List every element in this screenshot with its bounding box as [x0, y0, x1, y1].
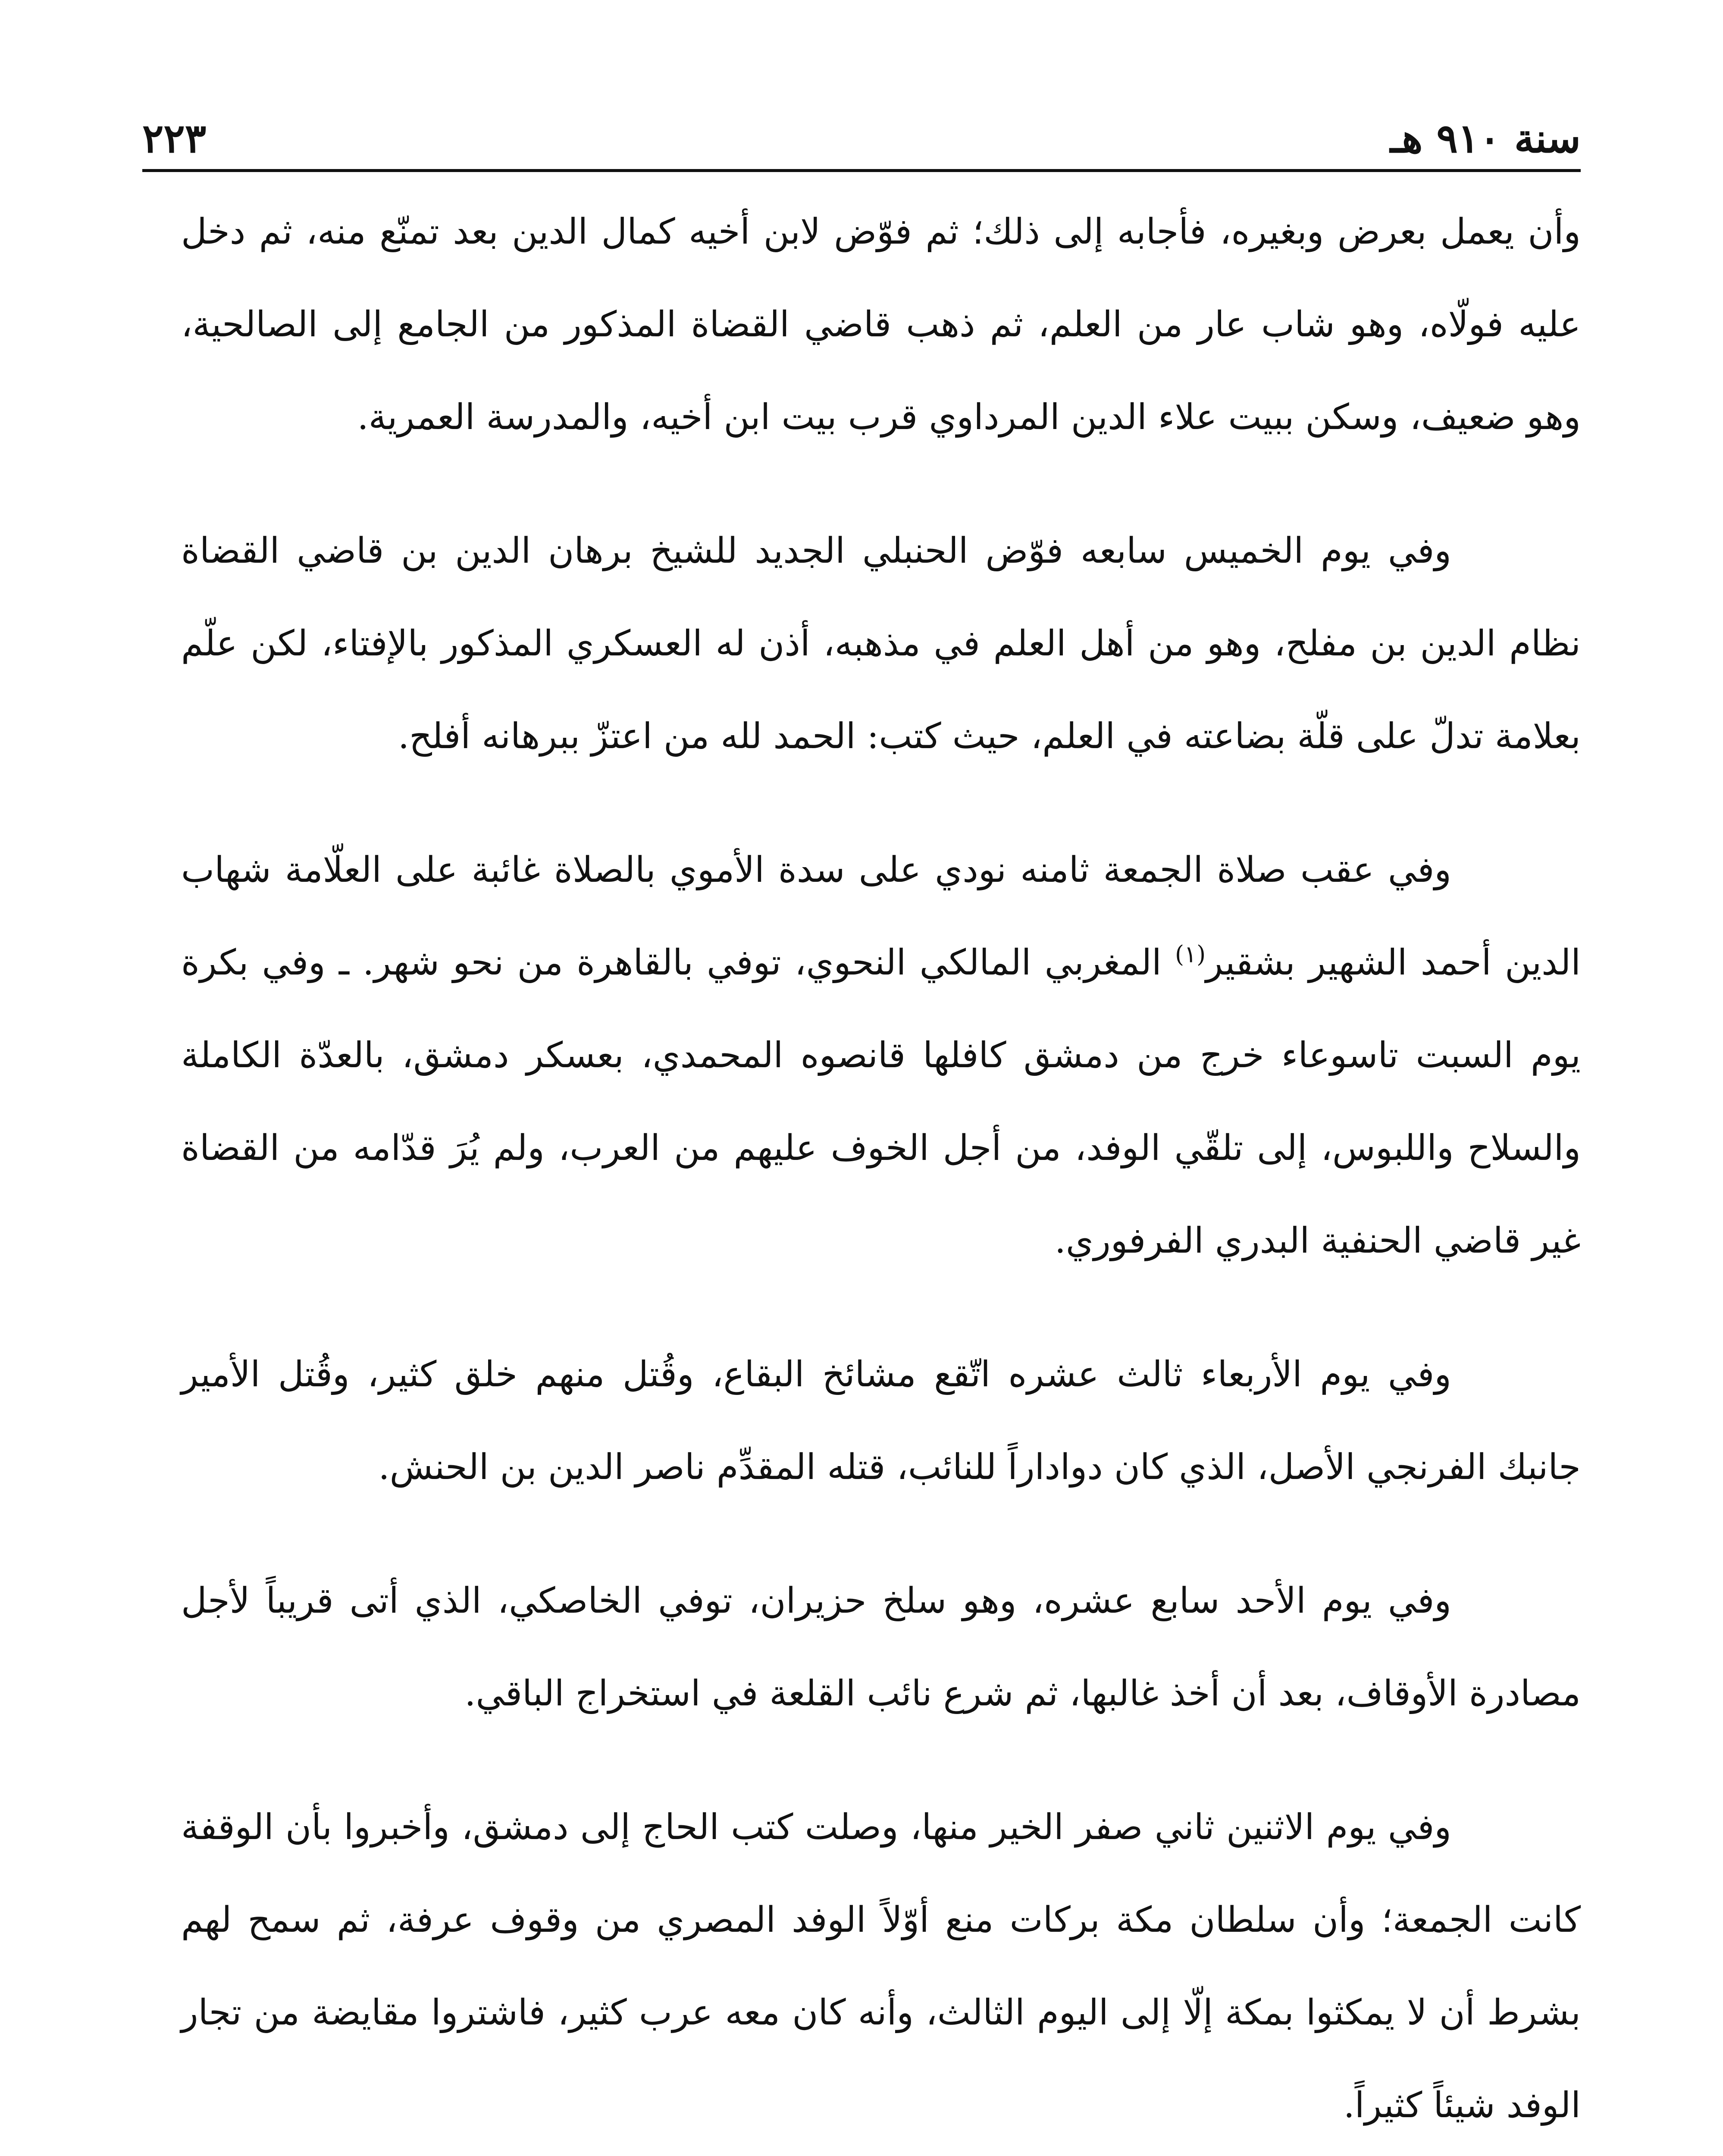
paragraph-4: وفي يوم الأربعاء ثالث عشره اتّقع مشائخ البقاع، وقُتل منهم خلق كثير، وقُتل الأمير جانبك الفرنجي الأصل، الذي كان دواداراً للنائب، قتله المقدِّم ناصر الدين بن الحنش.	[181, 1354, 1581, 1488]
header-year: سنة ٩١٠ هـ	[1390, 115, 1581, 162]
page-number: ٢٢٣	[142, 115, 207, 162]
footnote-reference[interactable]: (١)	[1175, 940, 1206, 968]
paragraph-3-part-b: المغربي المالكي النحوي، توفي بالقاهرة من نحو شهر. ـ وفي بكرة يوم السبت تاسوعاء خرج من دمشق كافلها قانصوه المحمدي، بعسكر دمشق، بالعدّة الكاملة والسلاح واللبوس، إلى تلقّي الوفد، من أجل الخوف عليهم من العرب، ولم يُرَ قدّامه من القضاة غير قاضي الحنفية البدري الفرفوري.	[181, 942, 1581, 1261]
paragraph-3	[181, 824, 1581, 1287]
paragraph-2: وفي يوم الخميس سابعه فوّض الحنبلي الجديد للشيخ برهان الدين بن قاضي القضاة نظام الدين بن مفلح، وهو من أهل العلم في مذهبه، أذن له العسكري المذكور بالإفتاء، لكن علّم بعلامة تدلّ على قلّة بضاعته في العلم، حيث كتب: الحمد لله من اعتزّ ببرهانه أفلح.	[181, 530, 1581, 757]
paragraph-5: وفي يوم الأحد سابع عشره، وهو سلخ حزيران، توفي الخاصكي، الذي أتى قريباً لأجل مصادرة الأوقاف، بعد أن أخذ غالبها، ثم شرع نائب القلعة في استخراج الباقي.	[181, 1580, 1581, 1714]
paragraph-1: وأن يعمل بعرض وبغيره، فأجابه إلى ذلك؛ ثم فوّض لابن أخيه كمال الدين بعد تمنّع منه، ثم دخل عليه فولّاه، وهو شاب عار من العلم، ثم ذهب قاضي القضاة المذكور من الجامع إلى الصالحية، وهو ضعيف، وسكن ببيت علاء الدين المرداوي قرب بيت ابن أخيه، والمدرسة العمرية.	[181, 211, 1581, 438]
paragraph-3-part-a: وفي عقب صلاة الجمعة ثامنه نودي على سدة الأموي بالصلاة غائبة على العلّامة شهاب الدين أحمد الشهير بشقير	[181, 849, 1581, 983]
paragraph-6: وفي يوم الاثنين ثاني صفر الخير منها، وصلت كتب الحاج إلى دمشق، وأخبروا بأن الوقفة كانت الجمعة؛ وأن سلطان مكة بركات منع أوّلاً الوفد المصري من وقوف عرفة، ثم سمح لهم بشرط أن لا يمكثوا بمكة إلّا إلى اليوم الثالث، وأنه كان معه عرب كثير، فاشتروا مقايضة من تجار الوفد شيئاً كثيراً.	[181, 1807, 1581, 2126]
running-head	[142, 110, 1581, 162]
header-rule	[142, 169, 1581, 172]
main-text	[181, 185, 1581, 2156]
